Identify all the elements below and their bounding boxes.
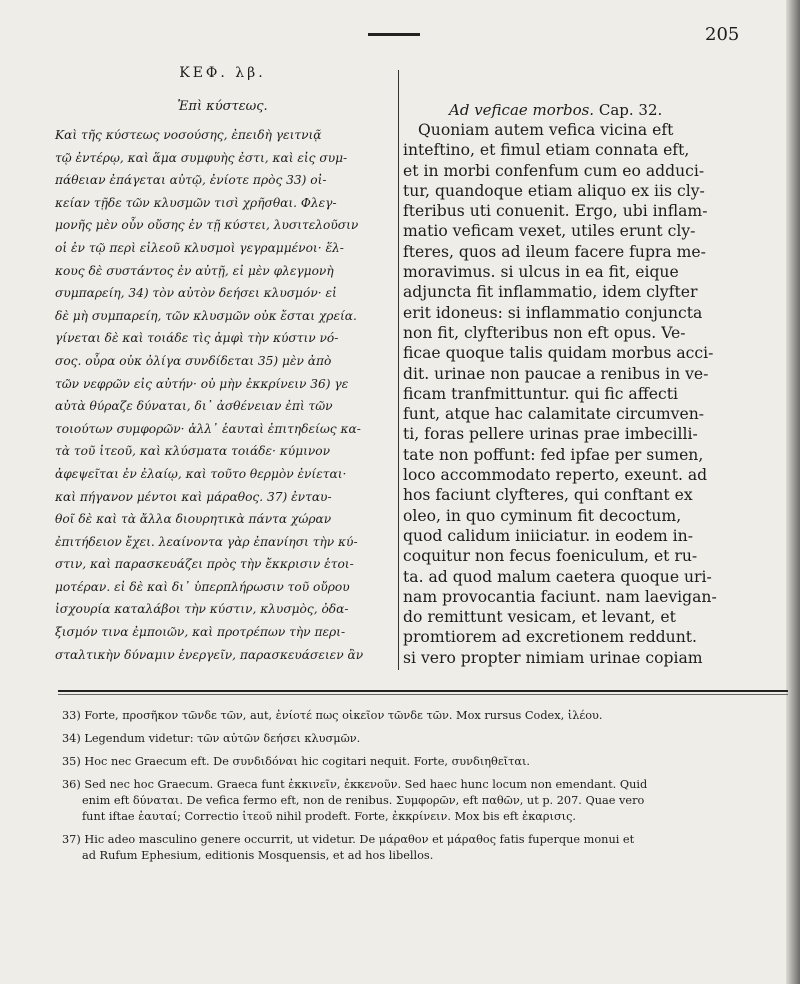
footnote-rule-thin (58, 694, 788, 695)
latin-line: ficae quoque talis quidam morbus acci- (403, 344, 714, 363)
footnote (62, 832, 782, 864)
latin-line: et in morbi confenfum cum eo adduci- (403, 161, 705, 180)
latin-line: erit idoneus: si inflammatio conjuncta (403, 303, 703, 322)
section-title: Ἐπὶ κύστεως. (177, 99, 268, 114)
latin-line: ti, foras pellere urinas prae imbecilli- (403, 425, 698, 444)
footnote (62, 731, 782, 747)
latin-line: moravimus. si ulcus in ea fit, eique (403, 263, 679, 282)
greek-line: θοῖ δὲ καὶ τὰ ἄλλα διουρητικὰ πάντα χώραν (55, 512, 332, 527)
greek-line: ξισμόν τινα ἐμποιῶν, καὶ προτρέπων τὴν περι- (55, 625, 346, 640)
latin-line: ficam tranfmittuntur. qui fic affecti (403, 384, 679, 403)
latin-line: funt, atque hac calamitate circumven- (403, 405, 705, 424)
latin-line: inteftino, et fimul etiam connata eft, (403, 141, 690, 160)
latin-heading (403, 100, 793, 120)
latin-line: hos faciunt clyfteres, qui conftant ex (403, 486, 693, 505)
greek-line: τοιούτων συμφορῶν· ἀλλ᾽ ἑαυταὶ ἐπιτηδείως κα- (55, 421, 361, 436)
greek-line: συμπαρείη, 34) τὸν αὐτὸν δεήσει κλυσμόν· εἰ (55, 286, 337, 301)
footnote-line: 36) Sed nec hoc Graecum. Graeca funt ἐκκινεῖν, ἐκκενοῦν. Sed haec hunc locum non emendant. Quid (62, 778, 648, 791)
greek-text (55, 124, 390, 666)
greek-column (55, 65, 390, 666)
greek-line: κους δὲ συστάντος ἐν αὐτῇ, εἰ μὲν φλεγμονὴ (55, 263, 334, 278)
greek-line: ἰσχουρία καταλάβοι τὴν κύστιν, κλυσμὸς, ὀδα- (55, 602, 349, 617)
greek-line: μονῆς μὲν οὖν οὔσης ἐν τῇ κύστει, λυσιτελοῦσιν (55, 218, 359, 233)
latin-line: promtiorem ad excretionem reddunt. (403, 628, 697, 647)
latin-column (403, 100, 793, 668)
footnote-line: 35) Hoc nec Graecum eft. De συνδιδόναι hic cogitari nequit. Forte, συνδιηθεῖται. (62, 755, 531, 768)
greek-line: ἐπιτήδειον ἔχει. λεαίνοντα γὰρ ἐπανίησι τὴν κύ- (55, 534, 358, 549)
footnote (62, 754, 782, 770)
greek-line: τῷ ἐντέρῳ, καὶ ἅμα συμφυὴς ἐστι, καὶ εἰς συμ- (55, 150, 348, 165)
greek-line: κείαν τῇδε τῶν κλυσμῶν τισὶ χρῆσθαι. Φλεγ- (55, 195, 337, 210)
latin-line: tate non poffunt: fed ipfae per sumen, (403, 445, 704, 464)
chapter-heading: ΚΕΦ. λβ. (179, 65, 266, 81)
footnote-line: funt iftae ἑαυταί; Correctio ἰτεοῦ nihil prodeft. Forte, ἐκκρίνειν. Mox bis eft ἐκαρισις. (82, 810, 577, 823)
footnote-line: 37) Hic adeo masculino genere occurrit, ut videtur. De μάραθον et μάραθος fatis fuperque monui et (62, 833, 635, 846)
greek-line: μοτέραν. εἰ δὲ καὶ δι᾽ ὑπερπλήρωσιν τοῦ οὔρου (55, 579, 350, 594)
greek-line: δὲ μὴ συμπαρείη, τῶν κλυσμῶν οὐκ ἔσται χρεία. (55, 308, 357, 323)
greek-line: πάθειαν ἐπάγεται αὐτῷ, ἐνίοτε πρὸς 33) οἰ- (55, 173, 327, 188)
latin-line: ta. ad quod malum caetera quoque uri- (403, 567, 712, 586)
footnote (62, 708, 782, 724)
footnote-line: 33) Forte, προσῆκον τῶνδε τῶν, aut, ἐνίοτέ πως οἰκεῖον τῶνδε τῶν. Mox rursus Codex, ἰλέου. (62, 709, 603, 722)
header-rule (368, 33, 420, 36)
greek-line: αὐτὰ θύραζε δύναται, δι᾽ ἀσθένειαν ἐπὶ τῶν (55, 399, 333, 414)
latin-line: Quoniam autem vefica vicina eft (418, 121, 674, 139)
greek-line: Καὶ τῆς κύστεως νοσούσης, ἐπειδὴ γειτνιᾷ (55, 128, 322, 142)
footnote-line: enim eft δύναται. De vefica fermo eft, non de renibus. Συμφορῶν, eft παθῶν, ut p. 207. Quae vero (82, 794, 645, 807)
latin-line: do remittunt vesicam, et levant, et (403, 608, 676, 627)
greek-line: στιν, καὶ παρασκευάζει πρὸς τὴν ἔκκρισιν ἑτοι- (55, 557, 354, 572)
greek-line: σταλτικὴν δύναμιν ἐνεργεῖν, παρασκευάσειεν ἂν (55, 647, 364, 662)
latin-line: si vero propter nimiam urinae copiam (403, 648, 703, 667)
page-number: 205 (705, 24, 740, 45)
latin-heading-cap: Cap. 32. (598, 101, 663, 119)
latin-line: coquitur non fecus foeniculum, et ru- (403, 547, 698, 566)
latin-line: tur, quandoque etiam aliquo ex iis cly- (403, 181, 705, 200)
latin-heading-title: Ad veficae morbos. (449, 101, 595, 119)
latin-line: fteribus uti conuenit. Ergo, ubi inflam- (403, 202, 708, 221)
footnote-line: 34) Legendum videtur: τῶν αὐτῶν δεήσει κλυσμῶν. (62, 732, 361, 745)
greek-line: τῶν νεφρῶν εἰς αὐτήν· οὐ μὴν ἐκκρίνειν 36) γε (55, 376, 349, 391)
column-divider (398, 70, 399, 670)
latin-text (403, 120, 793, 668)
greek-line: σος. οὖρα οὐκ ὀλίγα συνδίδεται 35) μὲν ἀπὸ (55, 353, 332, 368)
latin-line: dit. urinae non paucae a renibus in ve- (403, 364, 709, 383)
latin-line: oleo, in quo cyminum fit decoctum, (403, 506, 682, 525)
greek-line: γίνεται δὲ καὶ τοιάδε τὶς ἀμφὶ τὴν κύστιν νό- (55, 331, 339, 346)
latin-line: adjuncta fit inflammatio, idem clyfter (403, 283, 698, 302)
greek-line: οἱ ἐν τῷ περὶ εἰλεοῦ κλυσμοὶ γεγραμμένοι· ἕλ- (55, 240, 344, 255)
greek-line: καὶ πήγανον μέντοι καὶ μάραθος. 37) ἐνταυ- (55, 489, 332, 504)
footnotes (62, 708, 782, 871)
latin-line: non fit, clyfteribus non eft opus. Ve- (403, 323, 686, 342)
footnote-line: ad Rufum Ephesium, editionis Mosquensis, et ad hos libellos. (82, 849, 434, 862)
latin-line: quod calidum iniiciatur. in eodem in- (403, 526, 693, 545)
greek-line: ἀφεψεῖται ἐν ἐλαίῳ, καὶ τοῦτο θερμὸν ἐνίεται· (55, 466, 347, 481)
latin-line: matio veficam vexet, utiles erunt cly- (403, 222, 696, 241)
latin-line: nam provocantia faciunt. nam laevigan- (403, 587, 717, 606)
footnote-rule (58, 690, 788, 692)
footnote (62, 777, 782, 825)
greek-line: τὰ τοῦ ἰτεοῦ, καὶ κλύσματα τοιάδε· κύμινον (55, 444, 331, 459)
latin-line: fteres, quos ad ileum facere fupra me- (403, 242, 706, 261)
latin-line: loco accommodato reperto, exeunt. ad (403, 466, 708, 485)
